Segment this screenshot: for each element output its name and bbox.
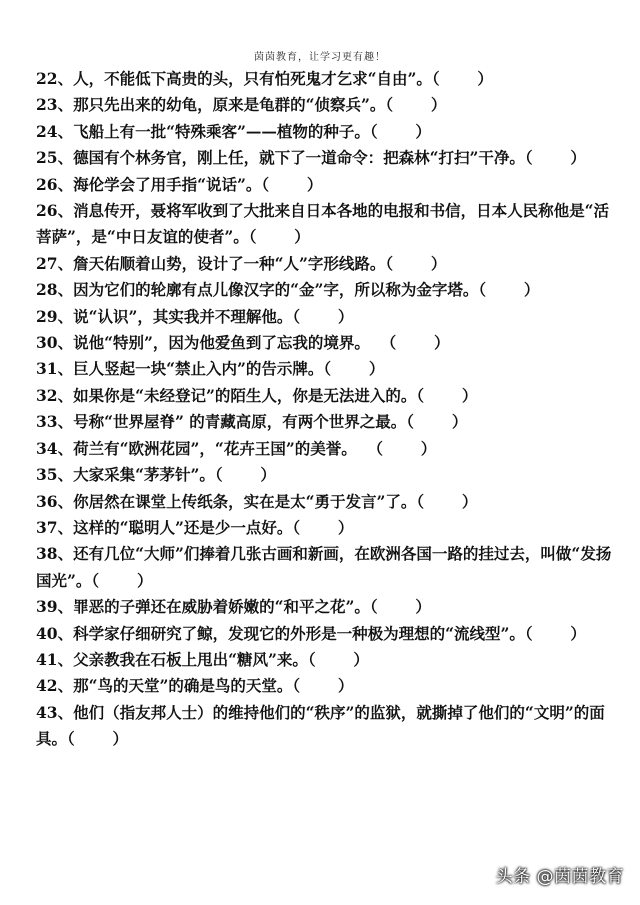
question-item: 41、父亲教我在石板上甩出“糖风”来。（ ） — [36, 649, 369, 669]
question-item: 26、海伦学会了用手指“说话”。（ ） — [36, 174, 323, 194]
question-item: 26、消息传开，聂将军收到了大批来自日本各地的电报和书信，日本人民称他是“活菩萨”，是“中日友谊的使者”。（ ） — [36, 201, 609, 247]
question-item: 22、人，不能低下高贵的头，只有怕死鬼才乞求“自由”。（ ） — [36, 69, 493, 88]
question-item: 33、号称“世界屋脊” 的青藏高原，有两个世界之最。（ ） — [36, 412, 468, 432]
question-item: 27、詹天佑顺着山势，设计了一种“人”字形线路。（ ） — [36, 253, 447, 273]
question-item: 39、罪恶的子弹还在威胁着娇嫩的“和平之花”。（ ） — [36, 597, 431, 617]
question-item: 31、巨人竖起一块“禁止入内”的告示牌。（ ） — [36, 359, 385, 379]
question-item: 34、荷兰有“欧洲花园”，“花卉王国”的美誉。 （ ） — [36, 438, 437, 458]
question-item: 38、还有几位“大师”们捧着几张古画和新画，在欧洲各国一路的挂过去，叫做“发扬国光”。（ ） — [36, 544, 612, 590]
question-item: 37、这样的“聪明人”还是少一点好。（ ） — [36, 517, 354, 537]
question-item: 40、科学家仔细研究了鲸，发现它的外形是一种极为理想的“流线型”。（ ） — [36, 623, 586, 643]
question-item: 35、大家采集“茅茅针”。（ ） — [36, 465, 276, 485]
question-item: 43、他们（指友邦人士）的维持他们的“秩序”的监狱，就撕掉了他们的“文明”的面具。（ ） — [36, 702, 605, 749]
question-item: 32、如果你是“未经登记”的陌生人，你是无法进入的。（ ） — [36, 385, 478, 405]
page-header: 茵茵教育，让学习更有趣！ — [254, 52, 386, 63]
question-item: 36、你居然在课堂上传纸条，实在是太“勇于发言”了。（ ） — [36, 491, 478, 511]
question-list — [36, 66, 616, 753]
question-item: 24、飞船上有一批“特殊乘客”——植物的种子。（ ） — [36, 121, 431, 141]
question-item: 42、那“鸟的天堂”的确是鸟的天堂。（ ） — [36, 676, 354, 696]
question-item: 28、因为它们的轮廓有点儿像汉字的“金”字，所以称为金字塔。（ ） — [36, 280, 540, 300]
question-item: 25、德国有个林务官，刚上任，就下了一道命令：把森林“打扫”干净。（ ） — [36, 148, 586, 168]
watermark: 头条 @茵茵教育 — [495, 867, 624, 887]
question-item: 30、说他“特别”，因为他爱鱼到了忘我的境界。 （ ） — [36, 333, 450, 353]
question-item: 23、那只先出来的幼龟，原来是龟群的“侦察兵”。（ ） — [36, 95, 447, 115]
question-item: 29、说“认识”，其实我并不理解他。（ ） — [36, 306, 354, 326]
